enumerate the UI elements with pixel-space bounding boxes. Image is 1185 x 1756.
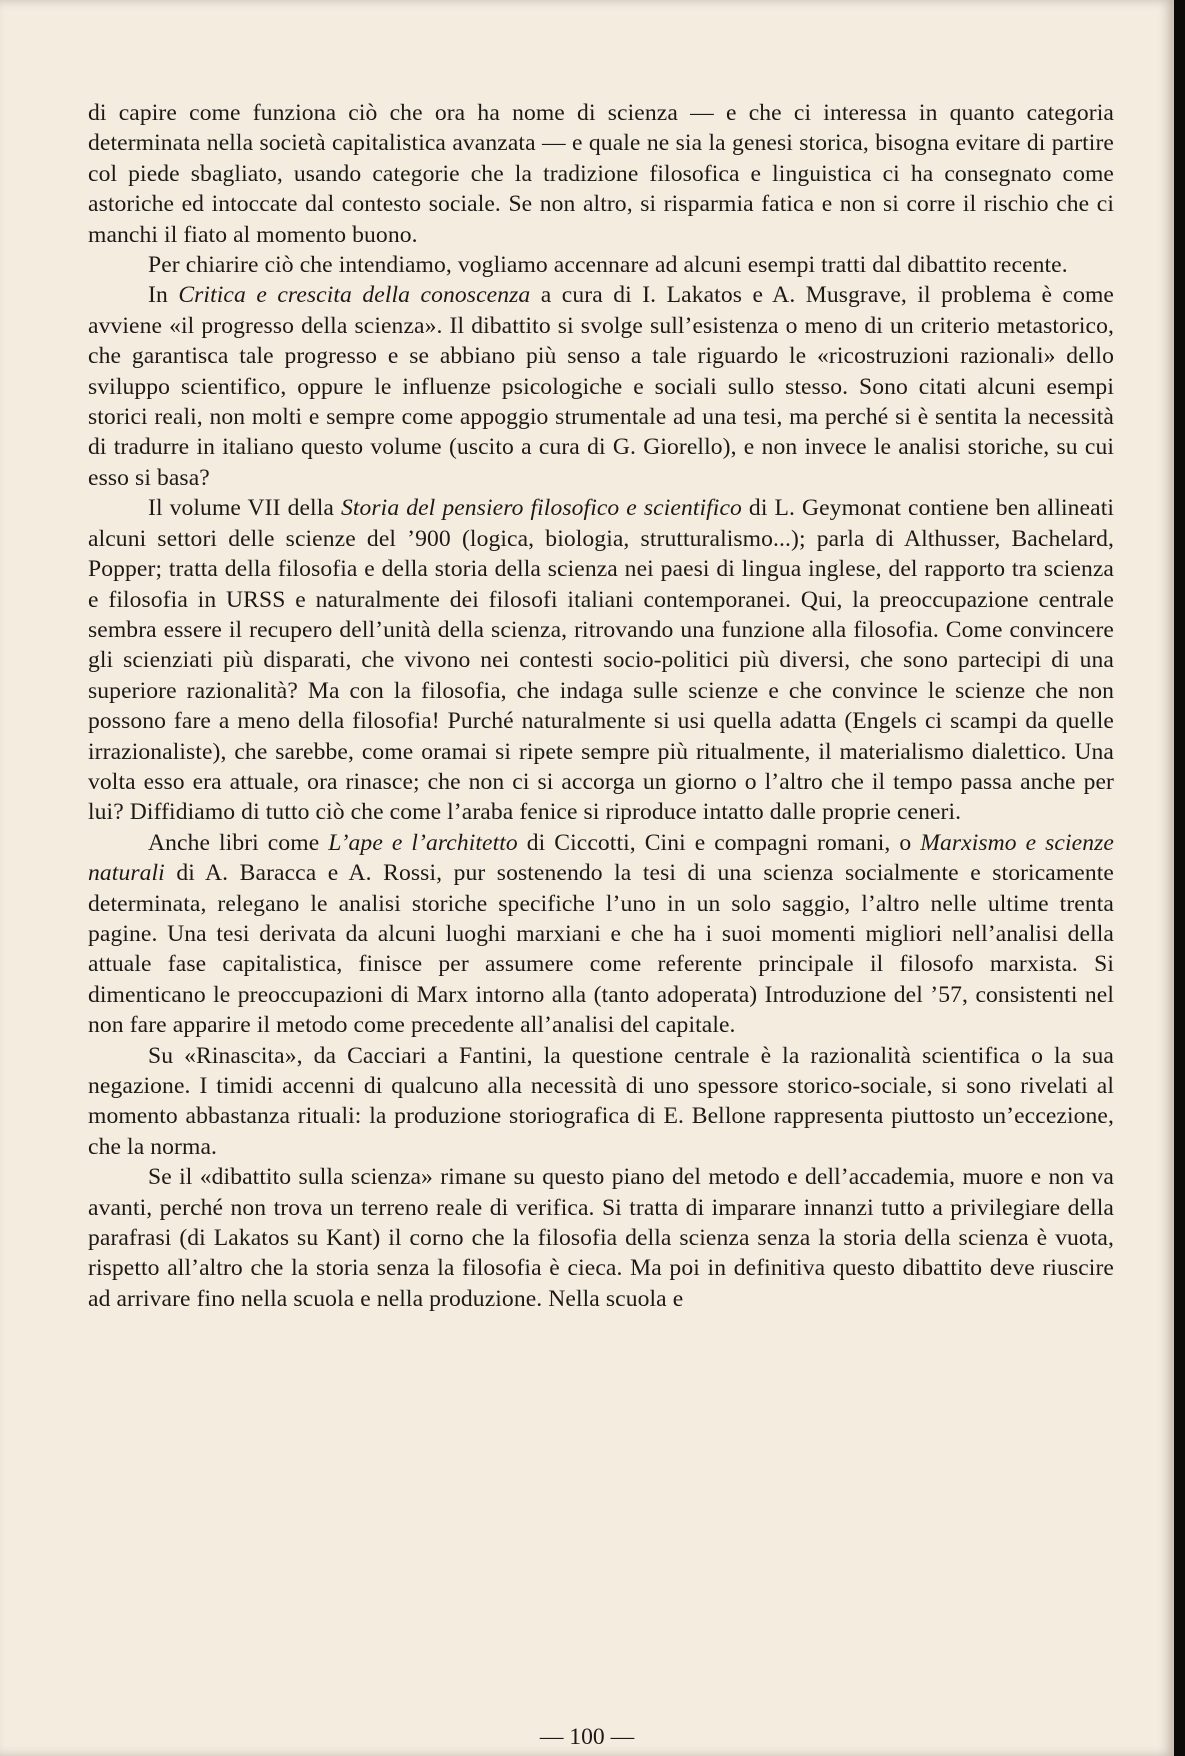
- book-title: Storia del pensiero filosofico e scientifico: [340, 495, 742, 522]
- book-title: Marxismo e scienze naturali: [88, 829, 1114, 887]
- body-text: [88, 98, 1114, 1314]
- paragraph: Anche libri come L’ape e l’architetto di Ciccotti, Cini e compagni romani, o Marxismo e scienze naturali di A. Baracca e A. Rossi, pur sostenendo la tesi di una scienza socialmente e storicamente determinata, relegano le analisi storiche specifiche l’uno in un solo saggio, l’altro nelle ultime trenta pagine. Una tesi derivata da alcuni luoghi marxiani e che ha i suoi momenti migliori nell’analisi della attuale fase capitalistica, finisce per assumere come referente principale il filosofo marxista. Si dimenticano le preoccupazioni di Marx intorno alla (tanto adoperata) Introduzione del ’57, consistenti nel non fare apparire il metodo come precedente all’analisi del capitale.: [88, 829, 1114, 1039]
- paragraph: Il volume VII della Storia del pensiero filosofico e scientifico di L. Geymonat contiene ben allineati alcuni settori delle scienze del ’900 (logica, biologia, strutturalismo...); parla di Althusser, Bachelard, Popper; tratta della filosofia e della storia della scienza nei paesi di lingua inglese, del rapporto tra scienza e filosofia in URSS e naturalmente dei filosofi italiani contemporanei. Qui, la preoccupazione centrale sembra essere il recupero dell’unità della scienza, ritrovando una funzione alla filosofia. Come convincere gli scienziati più disparati, che vivono nei contesti socio-politici più diversi, che sono partecipi di una superiore razionalità? Ma con la filosofia, che indaga sulle scienze e che convince le scienze che non possono fare a meno della filosofia! Purché naturalmente si usi quella adatta (Engels ci scampi da quelle irrazionaliste), che sarebbe, come oramai si ripete sempre più ritualmente, il materialismo dialettico. Una volta esso era attuale, ora rinasce; che non ci si accorga un giorno o l’altro che il tempo passa anche per lui? Diffidiamo di tutto ciò che come l’araba fenice si riproduce intatto dalle proprie ceneri.: [88, 495, 1114, 826]
- paragraph: Se il «dibattito sulla scienza» rimane su questo piano del metodo e dell’accademia, muore e non va avanti, perché non trova un terreno reale di verifica. Si tratta di imparare innanzi tutto a privilegiare della parafrasi (di Lakatos su Kant) il corno che la filosofia della scienza senza la storia della scienza è vuota, rispetto all’altro che la storia senza la filosofia è cieca. Ma poi in definitiva questo dibattito deve riuscire ad arrivare fino nella scuola e nella produzione. Nella scuola e: [88, 1164, 1114, 1312]
- paragraph: di capire come funziona ciò che ora ha nome di scienza — e che ci interessa in quanto categoria determinata nella società capitalistica avanzata — e quale ne sia la genesi storica, bisogna evitare di partire col piede sbagliato, usando categorie che la tradizione filosofica e linguistica ci ha consegnato come astoriche ed intoccate dal contesto sociale. Se non altro, si risparmia fatica e non si corre il rischio che ci manchi il fiato al momento buono.: [88, 100, 1114, 248]
- page-number: — 100 —: [539, 1724, 635, 1750]
- paragraph: In Critica e crescita della conoscenza a cura di I. Lakatos e A. Musgrave, il problema è come avviene «il progresso della scienza». Il dibattito si svolge sull’esistenza o meno di un criterio metastorico, che garantisca tale progresso e se abbiano più senso a tale riguardo le «ricostruzioni razionali» dello sviluppo scientifico, oppure le influenze psicologiche e sociali sullo stesso. Sono citati alcuni esempi storici reali, non molti e sempre come appoggio strumentale ad una tesi, ma perché si è sentita la necessità di tradurre in italiano questo volume (uscito a cura di G. Giorello), e non invece le analisi storiche, su cui esso si basa?: [88, 282, 1114, 491]
- book-title: Critica e crescita della conoscenza: [178, 282, 531, 309]
- paragraph: Per chiarire ciò che intendiamo, vogliamo accennare ad alcuni esempi tratti dal dibattito recente.: [148, 252, 1068, 279]
- paragraph: Su «Rinascita», da Cacciari a Fantini, la questione centrale è la razionalità scientifica o la sua negazione. I timidi accenni di qualcuno alla necessità di uno spessore storico-sociale, si sono rivelati al momento abbastanza rituali: la produzione storiografica di E. Bellone rappresenta piuttosto un’eccezione, che la norma.: [88, 1042, 1114, 1160]
- book-title: L’ape e l’architetto: [328, 829, 518, 856]
